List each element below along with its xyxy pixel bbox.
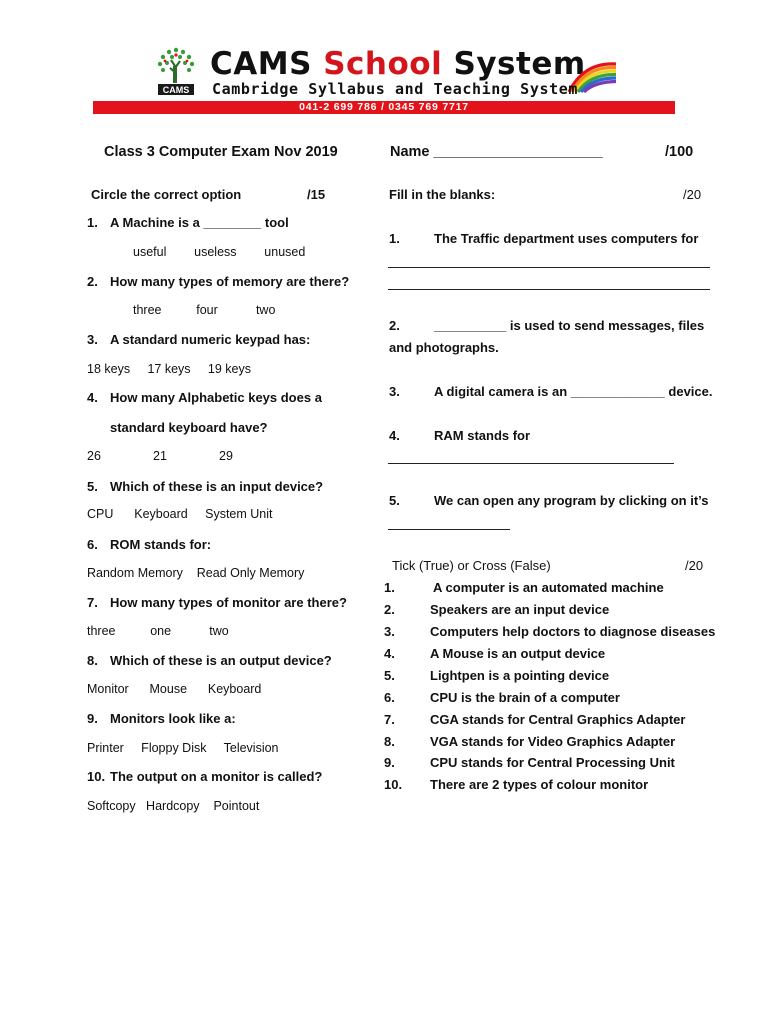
answer-options: CPU Keyboard System Unit <box>87 507 273 521</box>
school-logo-icon <box>152 44 200 96</box>
question-text-continued: and photographs. <box>389 340 499 355</box>
answer-options: three four two <box>133 303 276 317</box>
statement-number: 6. <box>384 690 395 705</box>
statement-number: 9. <box>384 755 395 770</box>
question-number: 8. <box>87 653 98 668</box>
statement-number: 2. <box>384 602 395 617</box>
answer-line <box>388 463 674 464</box>
section-title: Circle the correct option <box>91 187 242 202</box>
question-number: 5. <box>389 493 400 508</box>
question-number: 6. <box>87 537 98 552</box>
brand-subtitle: Cambridge Syllabus and Teaching System <box>212 80 578 98</box>
question-text: Which of these is an input device? <box>110 479 324 494</box>
question-text: Monitors look like a: <box>110 711 236 726</box>
question-number: 5. <box>87 479 98 494</box>
answer-options: 26 21 29 <box>87 449 233 463</box>
question-number: 3. <box>87 332 98 347</box>
phone-bar <box>93 101 675 114</box>
section-marks: /20 <box>683 187 702 202</box>
question-number: 9. <box>87 711 98 726</box>
question-number: 3. <box>389 384 400 399</box>
question-text: Which of these is an output device? <box>110 653 332 668</box>
question-text: __________ is used to send messages, files <box>434 318 705 333</box>
statement-number: 8. <box>384 734 395 749</box>
question-text: A digital camera is an _____________ device. <box>434 384 713 399</box>
question-number: 7. <box>87 595 98 610</box>
statement-number: 3. <box>384 624 395 639</box>
question-text: We can open any program by clicking on it’s <box>434 493 709 508</box>
question-text-continued: standard keyboard have? <box>110 420 268 435</box>
question-text: How many Alphabetic keys does a <box>110 390 322 405</box>
statement-text: Lightpen is a pointing device <box>430 668 610 683</box>
statement-number: 10. <box>384 777 403 792</box>
question-text: How many types of memory are there? <box>110 274 350 289</box>
logo-text: CAMS <box>162 85 190 95</box>
question-number: 4. <box>389 428 400 443</box>
question-text: The output on a monitor is called? <box>110 769 323 784</box>
question-number: 1. <box>87 215 98 230</box>
question-text: How many types of monitor are there? <box>110 595 347 610</box>
section-marks: /20 <box>685 558 704 573</box>
question-number: 10. <box>87 769 106 784</box>
answer-options: useful useless unused <box>133 245 306 259</box>
answer-options: Printer Floppy Disk Television <box>87 741 279 755</box>
answer-line <box>388 529 510 530</box>
brand-prefix: CAMS <box>210 46 312 82</box>
question-number: 1. <box>389 231 400 246</box>
section-title: Fill in the blanks: <box>389 187 496 202</box>
answer-options: three one two <box>87 624 229 638</box>
total-marks: /100 <box>665 144 694 160</box>
statement-number: 7. <box>384 712 395 727</box>
statement-text: Speakers are an input device <box>430 602 610 617</box>
question-text: The Traffic department uses computers for <box>434 231 699 246</box>
statement-text: CPU is the brain of a computer <box>430 690 620 705</box>
question-text: A Machine is a ________ tool <box>110 215 289 230</box>
statement-number: 4. <box>384 646 395 661</box>
question-text: ROM stands for: <box>110 537 212 552</box>
statement-text: VGA stands for Video Graphics Adapter <box>430 734 676 749</box>
question-number: 2. <box>389 318 400 333</box>
statement-text: There are 2 types of colour monitor <box>430 777 649 792</box>
question-text: A standard numeric keypad has: <box>110 332 311 347</box>
brand-title <box>210 46 586 82</box>
answer-options: Random Memory Read Only Memory <box>87 566 305 580</box>
statement-text: Computers help doctors to diagnose diseases <box>430 624 716 639</box>
student-name-field: Name _____________________ <box>390 144 603 160</box>
brand-suffix: System <box>453 46 586 82</box>
question-number: 4. <box>87 390 98 405</box>
phone-numbers: 041-2 699 786 / 0345 769 7717 <box>299 101 469 113</box>
exam-title: Class 3 Computer Exam Nov 2019 <box>104 144 338 160</box>
statement-text: A Mouse is an output device <box>430 646 606 661</box>
statement-text: A computer is an automated machine <box>433 580 664 595</box>
answer-options: Softcopy Hardcopy Pointout <box>87 799 260 813</box>
statement-number: 5. <box>384 668 395 683</box>
answer-line <box>388 289 710 290</box>
statement-number: 1. <box>384 580 395 595</box>
answer-options: 18 keys 17 keys 19 keys <box>87 362 251 376</box>
question-text: RAM stands for <box>434 428 531 443</box>
answer-options: Monitor Mouse Keyboard <box>87 682 262 696</box>
question-number: 2. <box>87 274 98 289</box>
statement-text: CGA stands for Central Graphics Adapter <box>430 712 686 727</box>
brand-highlight: School <box>323 46 443 82</box>
answer-line <box>388 267 710 268</box>
statement-text: CPU stands for Central Processing Unit <box>430 755 675 770</box>
section-title: Tick (True) or Cross (False) <box>392 558 551 573</box>
section-marks: /15 <box>307 187 326 202</box>
